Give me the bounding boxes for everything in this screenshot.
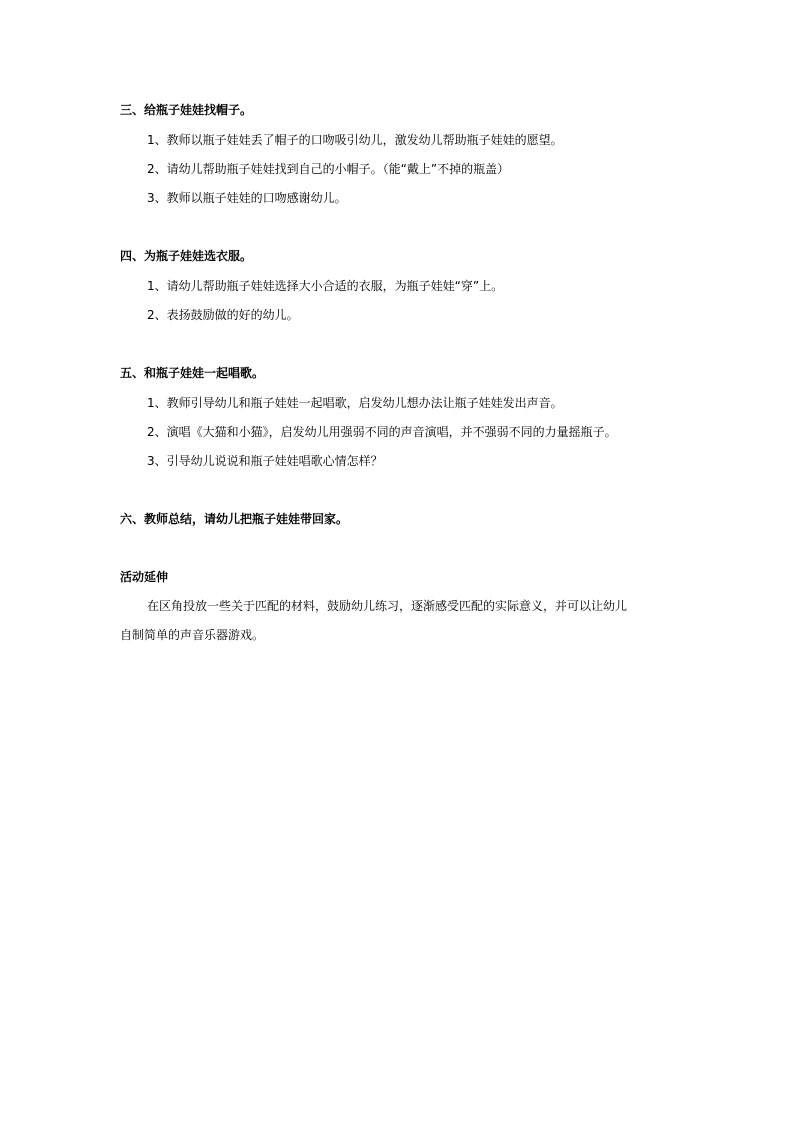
extension-paragraph-line-2: 自制简单的声音乐器游戏。: [120, 628, 265, 642]
list-item: 2、表扬鼓励做的好的幼儿。: [147, 308, 299, 322]
extension-paragraph-line-1: 在区角投放一些关于匹配的材料，鼓励幼儿练习，逐渐感受匹配的实际意义，并可以让幼儿: [147, 599, 628, 613]
section-heading-5: 五、和瓶子娃娃一起唱歌。: [120, 366, 265, 380]
list-item: 1、教师以瓶子娃娃丢了帽子的口吻吸引幼儿，激发幼儿帮助瓶子娃娃的愿望。: [147, 133, 563, 147]
list-item: 3、教师以瓶子娃娃的口吻感谢幼儿。: [147, 191, 347, 205]
list-item: 2、演唱《大猫和小猫》，启发幼儿用强弱不同的声音演唱，并不强弱不同的力量摇瓶子。: [147, 425, 617, 439]
section-heading-6: 六、教师总结，请幼儿把瓶子娃娃带回家。: [120, 512, 349, 526]
list-item: 3、引导幼儿说说和瓶子娃娃唱歌心情怎样？: [147, 454, 383, 468]
section-heading-4: 四、为瓶子娃娃选衣服。: [120, 249, 253, 263]
list-item: 1、教师引导幼儿和瓶子娃娃一起唱歌，启发幼儿想办法让瓶子娃娃发出声音。: [147, 396, 563, 410]
section-heading-3: 三、给瓶子娃娃找帽子。: [120, 103, 253, 117]
list-item: 2、请幼儿帮助瓶子娃娃找到自己的小帽子。（能“戴上”不掉的瓶盖）: [147, 162, 510, 176]
extension-heading: 活动延伸: [120, 570, 169, 584]
list-item: 1、请幼儿帮助瓶子娃娃选择大小合适的衣服，为瓶子娃娃“穿”上。: [147, 279, 504, 293]
